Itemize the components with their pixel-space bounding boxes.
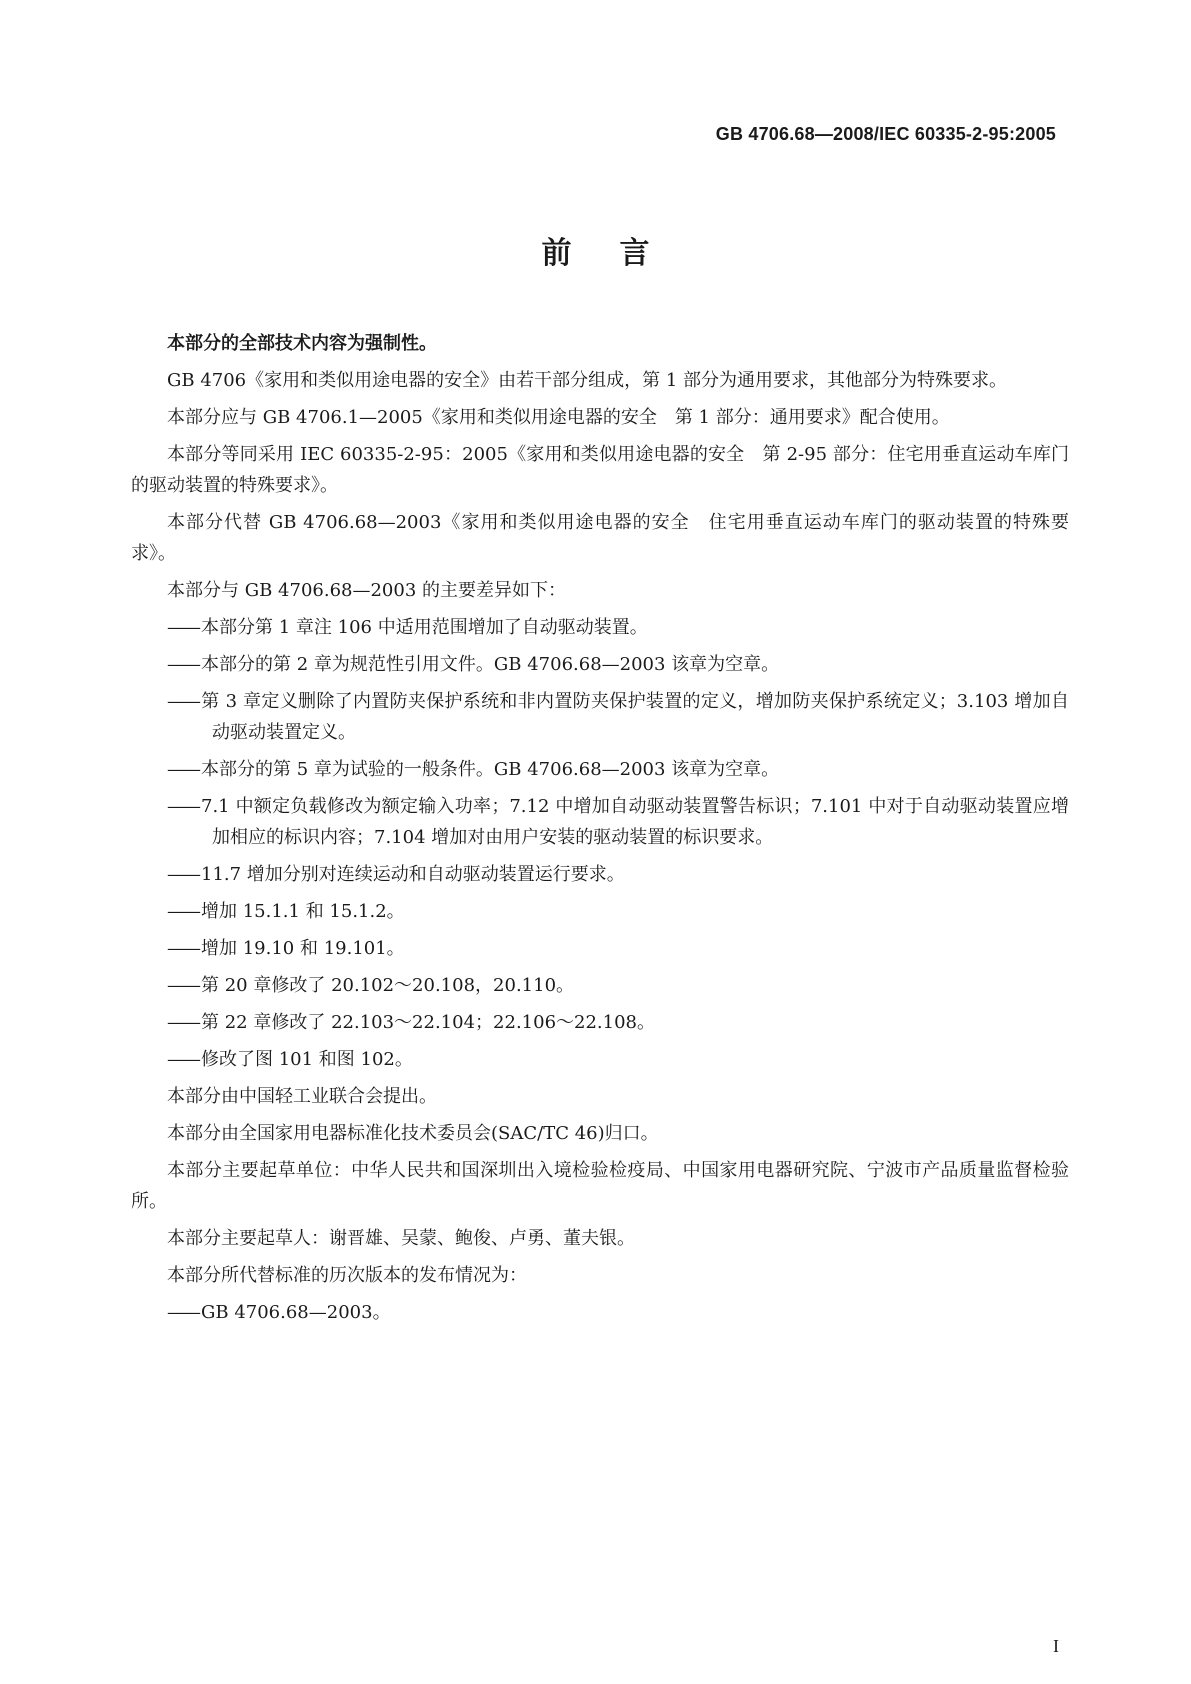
proposer-paragraph: 本部分由中国轻工业联合会提出。: [167, 1086, 437, 1107]
differences-list: [131, 612, 1069, 1075]
dash-marker: ——: [167, 938, 199, 959]
dash-marker: ——: [167, 1012, 199, 1033]
dash-marker: ——: [167, 901, 199, 922]
list-item: —— GB 4706.68—2003。: [167, 1302, 391, 1323]
usage-with-general-part-paragraph: 本部分应与 GB 4706.1—2005《家用和类似用途电器的安全 第 1 部分：通用要求》配合使用。: [167, 407, 950, 428]
standard-code-header: GB 4706.68—2008/IEC 60335-2-95:2005: [715, 124, 1056, 144]
iec-adoption-paragraph: 本部分等同采用 IEC 60335-2-95：2005《家用和类似用途电器的安全 第 2-95 部分：住宅用垂直运动车库门的驱动装置的特殊要求》。: [131, 444, 1069, 496]
list-item: —— 本部分的第 2 章为规范性引用文件。GB 4706.68—2003 该章为空章。: [167, 654, 780, 675]
list-item: —— 11.7 增加分别对连续运动和自动驱动装置运行要求。: [167, 864, 625, 885]
list-item: —— 第 22 章修改了 22.103～22.104；22.106～22.108。: [167, 1012, 655, 1033]
dash-marker: ——: [167, 975, 199, 996]
page-title: 前言: [541, 236, 698, 271]
replacement-paragraph: 本部分代替 GB 4706.68—2003《家用和类似用途电器的安全 住宅用垂直运动车库门的驱动装置的特殊要求》。: [131, 512, 1069, 564]
list-item: —— 本部分第 1 章注 106 中适用范围增加了自动驱动装置。: [167, 617, 648, 638]
list-item: —— 本部分的第 5 章为试验的一般条件。GB 4706.68—2003 该章为空章。: [167, 759, 780, 780]
drafting-units-paragraph: 本部分主要起草单位：中华人民共和国深圳出入境检验检疫局、中国家用电器研究院、宁波市产品质量监督检验所。: [131, 1160, 1069, 1212]
mandatory-statement: 本部分的全部技术内容为强制性。: [167, 333, 437, 354]
list-item: —— 7.1 中额定负载修改为额定输入功率；7.12 中增加自动驱动装置警告标识；7.101 中对于自动驱动装置应增加相应的标识内容；7.104 增加对由用户安装的驱动装置的标识要求。: [167, 796, 1069, 848]
previous-versions-list: [131, 1297, 1069, 1328]
dash-marker: ——: [167, 654, 199, 675]
technical-committee-paragraph: 本部分由全国家用电器标准化技术委员会(SAC/TC 46)归口。: [167, 1123, 659, 1144]
dash-marker: ——: [167, 1302, 199, 1323]
list-item: —— 修改了图 101 和图 102。: [167, 1049, 413, 1070]
dash-marker: ——: [167, 759, 199, 780]
dash-marker: ——: [167, 617, 199, 638]
dash-marker: ——: [167, 691, 199, 712]
list-item: —— 增加 15.1.1 和 15.1.2。: [167, 901, 405, 922]
list-item: —— 第 3 章定义删除了内置防夹保护系统和非内置防夹保护装置的定义，增加防夹保护系统定义；3.103 增加自动驱动装置定义。: [167, 691, 1069, 743]
drafters-paragraph: 本部分主要起草人：谢晋雄、吴蒙、鲍俊、卢勇、董夫银。: [167, 1228, 635, 1249]
page-number: I: [1053, 1636, 1059, 1656]
list-item: —— 增加 19.10 和 19.101。: [167, 938, 405, 959]
list-item: —— 第 20 章修改了 20.102～20.108，20.110。: [167, 975, 575, 996]
dash-marker: ——: [167, 796, 199, 817]
differences-intro-paragraph: 本部分与 GB 4706.68—2003 的主要差异如下：: [167, 580, 567, 601]
previous-versions-intro-paragraph: 本部分所代替标准的历次版本的发布情况为：: [167, 1265, 527, 1286]
foreword-body: [131, 328, 1069, 1334]
dash-marker: ——: [167, 1049, 199, 1070]
series-composition-paragraph: GB 4706《家用和类似用途电器的安全》由若干部分组成，第 1 部分为通用要求，其他部分为特殊要求。: [167, 370, 1008, 391]
dash-marker: ——: [167, 864, 199, 885]
